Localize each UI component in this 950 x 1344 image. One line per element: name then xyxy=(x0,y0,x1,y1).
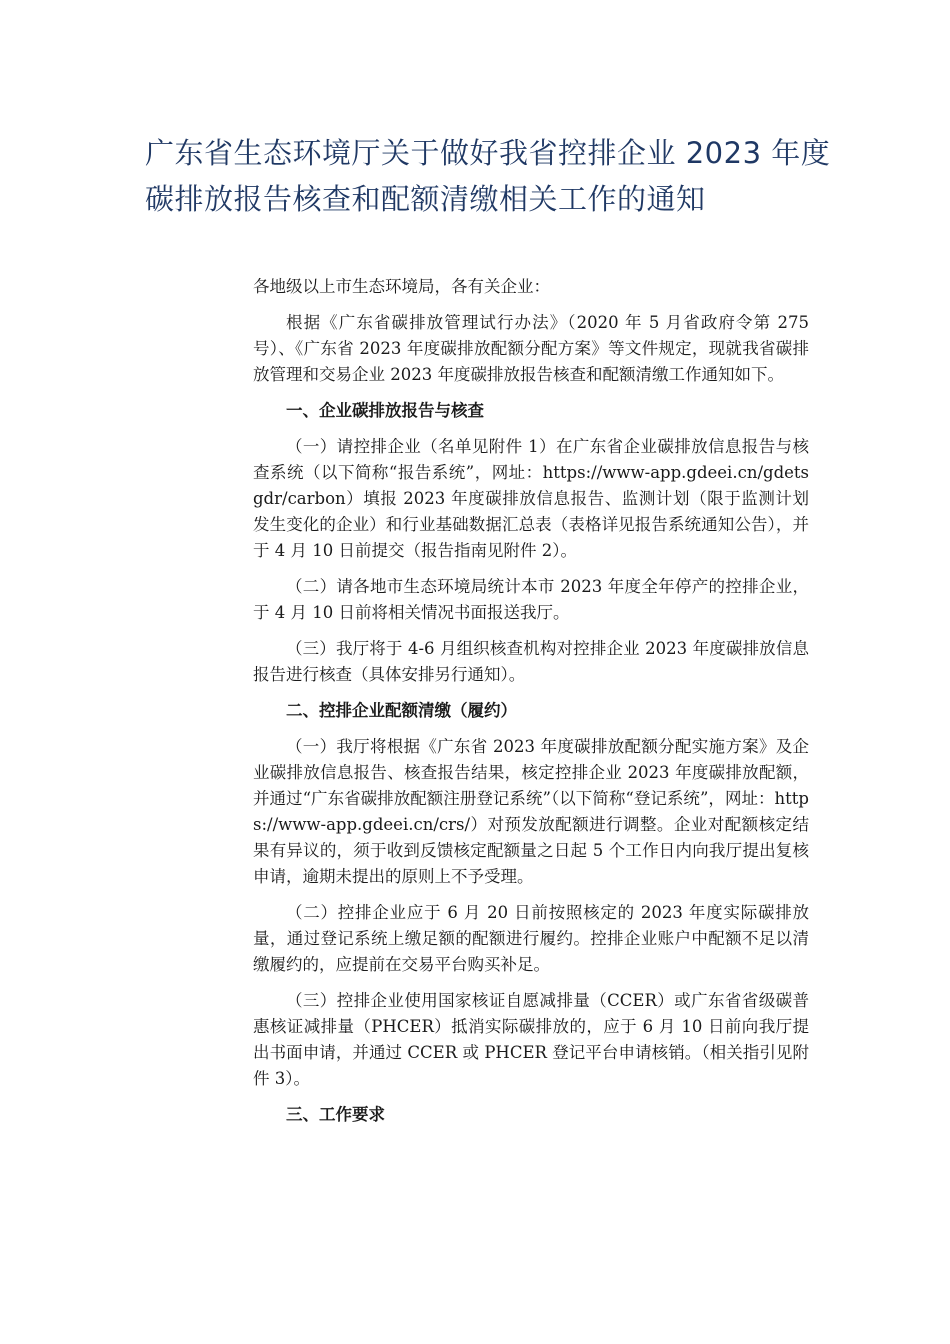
salutation: 各地级以上市生态环境局，各有关企业： xyxy=(253,277,550,296)
intro-paragraph: 根据《广东省碳排放管理试行办法》（2020 年 5 月省政府令第 275 号）、《广东省 2023 年度碳排放配额分配方案》等文件规定，现就我省碳排放管理和交易企业 2023 年度碳排放报告核查和配额清缴工作通知如下。 xyxy=(253,313,809,384)
section-2-item-3: （三）控排企业使用国家核证自愿减排量（CCER）或广东省省级碳普惠核证减排量（PHCER）抵消实际碳排放的，应于 6 月 10 日前向我厅提出书面申请，并通过 CCER 或 PHCER 登记平台申请核销。（相关指引见附件 3）。 xyxy=(253,991,809,1088)
section-1-item-1: （一）请控排企业（名单见附件 1）在广东省企业碳排放信息报告与核查系统（以下简称“报告系统”，网址：https://www-app.gdeei.cn/gdetsgdr/carbon）填报 2023 年度碳排放信息报告、监测计划（限于监测计划发生变化的企业）和行业基础数据汇总表（表格详见报告系统通知公告），并于 4 月 10 日前提交（报告指南见附件 2）。 xyxy=(253,437,809,560)
document-title xyxy=(145,130,845,222)
section-heading-1: 一、企业碳排放报告与核查 xyxy=(286,401,484,420)
title-line-2: 碳排放报告核查和配额清缴相关工作的通知 xyxy=(145,182,706,216)
document-body xyxy=(253,274,809,1138)
section-heading-3: 三、工作要求 xyxy=(286,1105,385,1124)
section-2-item-2: （二）控排企业应于 6 月 20 日前按照核定的 2023 年度实际碳排放量，通过登记系统上缴足额的配额进行履约。控排企业账户中配额不足以清缴履约的，应提前在交易平台购买补足。 xyxy=(253,903,809,974)
section-2-item-1: （一）我厅将根据《广东省 2023 年度碳排放配额分配实施方案》及企业碳排放信息报告、核查报告结果，核定控排企业 2023 年度碳排放配额，并通过“广东省碳排放配额注册登记系统”（以下简称“登记系统”，网址：https://www-app.gdeei.cn/crs/）对预发放配额进行调整。企业对配额核定结果有异议的，须于收到反馈核定配额量之日起 5 个工作日内向我厅提出复核申请，逾期未提出的原则上不予受理。 xyxy=(253,737,809,886)
section-heading-2: 二、控排企业配额清缴（履约） xyxy=(286,701,517,720)
section-1-item-2: （二）请各地市生态环境局统计本市 2023 年度全年停产的控排企业，于 4 月 10 日前将相关情况书面报送我厅。 xyxy=(253,577,809,622)
section-1-item-3: （三）我厅将于 4-6 月组织核查机构对控排企业 2023 年度碳排放信息报告进行核查（具体安排另行通知）。 xyxy=(253,639,809,684)
title-line-1: 广东省生态环境厅关于做好我省控排企业 2023 年度 xyxy=(145,136,831,170)
